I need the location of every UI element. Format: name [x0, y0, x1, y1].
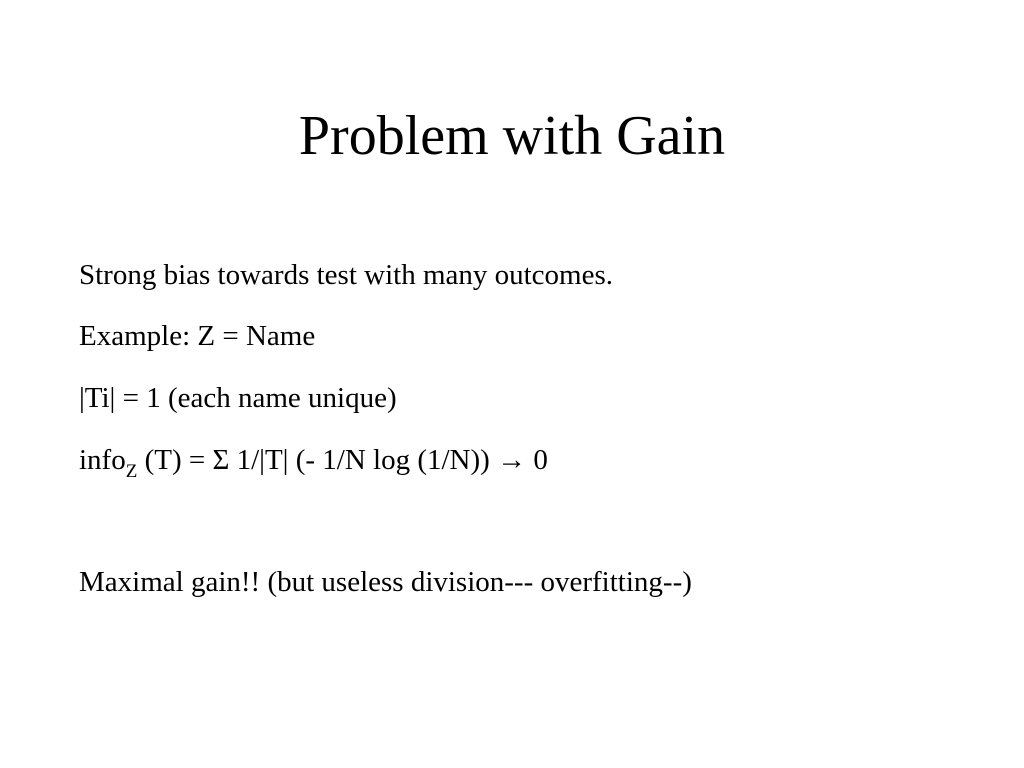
slide-title: Problem with Gain	[298, 105, 726, 167]
info-rest: (T) = Σ 1/|T| (- 1/N log (1/N)) → 0	[137, 444, 548, 476]
example-line: Example: Z = Name	[79, 320, 316, 352]
bias-statement: Strong bias towards test with many outcomes.	[79, 259, 614, 291]
ti-line: |Ti| = 1 (each name unique)	[79, 382, 397, 414]
info-formula	[79, 440, 548, 484]
info-subscript: Z	[125, 461, 138, 482]
info-prefix: info	[79, 444, 126, 476]
maximal-gain-line: Maximal gain!! (but useless division--- overfitting--)	[79, 566, 692, 598]
